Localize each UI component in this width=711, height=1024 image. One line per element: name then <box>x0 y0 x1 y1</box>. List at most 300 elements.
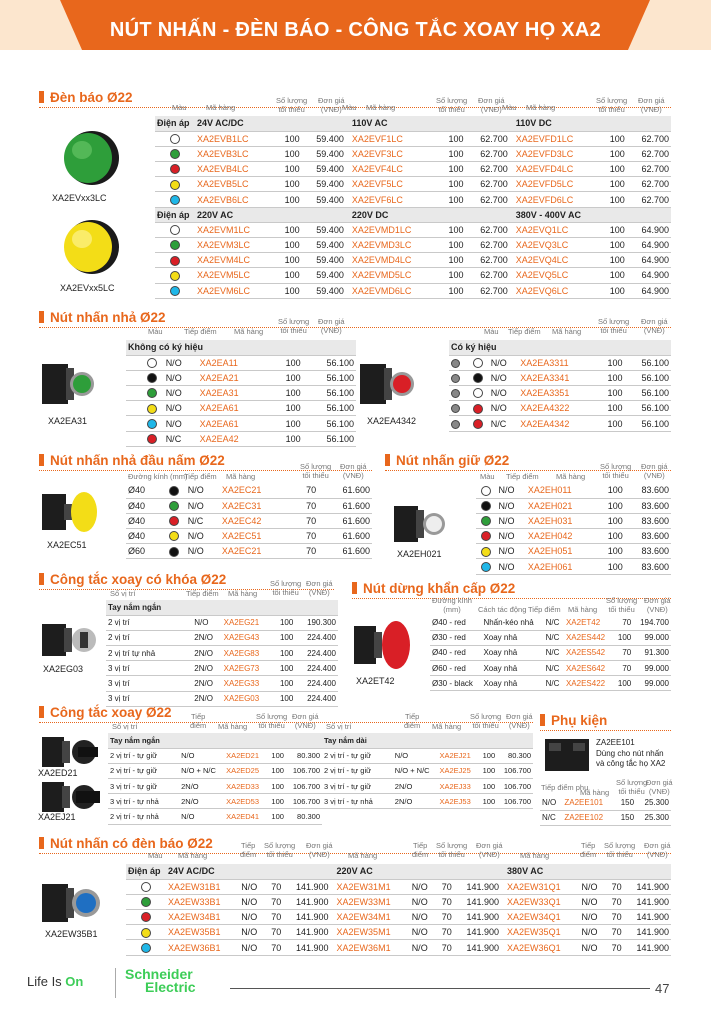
table-row <box>126 355 356 370</box>
min-qty: 70 <box>605 894 623 909</box>
brand-line-1: Schneider <box>125 966 193 982</box>
sub-header: Tay nắm ngắn <box>106 600 338 615</box>
table-row <box>126 483 372 498</box>
section-title-co-den: Nút nhấn có đèn báo Ø22 <box>39 836 213 851</box>
column-header: Màu <box>148 851 163 860</box>
column-header: Mã hàng <box>552 327 582 336</box>
unit-price: 106.700 <box>497 779 533 794</box>
min-qty: 100 <box>267 748 286 763</box>
life-is-on-text: Life Is <box>27 974 66 989</box>
green-color-dot-icon <box>170 149 180 159</box>
product-code: XA2ED33 <box>224 779 267 794</box>
unit-price: 190.300 <box>295 615 338 630</box>
product-code: XA2EVM4LC <box>195 253 275 268</box>
positions: 2 vị trí - tự giữ <box>322 748 383 763</box>
unit-price: 106.700 <box>497 763 533 778</box>
table-cell: 194.700 <box>633 615 671 630</box>
green-color-dot-icon <box>481 516 491 526</box>
khan-cap-table <box>430 615 671 691</box>
black-latching-button-image <box>392 500 446 553</box>
unit-price: 224.400 <box>295 691 338 706</box>
table-cell: N/O <box>186 529 220 544</box>
min-qty: 100 <box>600 192 627 207</box>
column-header: Số lượng tối thiểu <box>278 317 310 335</box>
blue-color-dot-icon <box>481 562 491 572</box>
product-code: XA2EVQ4LC <box>514 253 600 268</box>
den-bao-table <box>155 116 671 299</box>
column-header: Số lượng tối thiểu <box>604 841 636 859</box>
yellow-color-dot-icon <box>170 180 180 190</box>
product-code: XA2EVMD5LC <box>350 268 439 283</box>
table-row <box>126 401 356 416</box>
color-cell <box>155 162 195 177</box>
color-cell <box>140 355 164 370</box>
contact: N/O <box>580 894 606 909</box>
column-header: Tiếp điểm phụ <box>541 783 589 792</box>
unit-price: 62.700 <box>627 162 671 177</box>
min-qty: 100 <box>275 253 302 268</box>
unit-price: 141.900 <box>624 910 671 925</box>
nut-nha-image-caption-2: XA2EA4342 <box>367 416 417 426</box>
positions: 3 vị trí - tự giữ <box>322 779 383 794</box>
green-pilot-light-image <box>58 128 120 193</box>
color-cell <box>468 401 489 416</box>
column-header: Đơn giá (VNĐ) <box>506 712 533 730</box>
ct-xoay-image-caption-1: XA2ED21 <box>38 768 78 778</box>
product-code: XA2ED53 <box>224 794 267 809</box>
column-header: Đường kính (mm) <box>432 596 472 614</box>
table-row <box>126 431 356 446</box>
product-code: XA2EJ33 <box>437 779 478 794</box>
color-cell <box>162 544 186 559</box>
voltage-label: Điện áp <box>126 864 166 879</box>
unit-price: 224.400 <box>295 646 338 661</box>
black-color-dot-icon <box>473 373 483 383</box>
min-qty: 100 <box>478 763 497 778</box>
min-qty: 100 <box>270 386 302 401</box>
color-cell <box>155 222 195 237</box>
column-header: Cách tác động <box>478 605 527 614</box>
sub-header: Tay nắm dài <box>322 733 533 748</box>
yellow-color-dot-icon <box>481 547 491 557</box>
nut-giu-table <box>476 483 671 575</box>
column-header: Mã hàng <box>366 103 396 112</box>
column-header: Tiếp điểm <box>580 841 597 859</box>
min-qty: 100 <box>273 615 295 630</box>
contact: N/O <box>239 940 265 955</box>
contact: 2N/O <box>393 779 438 794</box>
min-qty: 100 <box>600 253 627 268</box>
product-code: XA2EW34M1 <box>335 910 410 925</box>
unit-price: 56.100 <box>625 401 672 416</box>
footer-divider <box>230 988 650 989</box>
min-qty: 100 <box>596 386 624 401</box>
table-cell: 150 <box>615 810 636 825</box>
contact: N/O <box>489 370 519 385</box>
blue-illuminated-button-image <box>40 878 106 933</box>
color-cell <box>162 529 186 544</box>
product-code: XA2EVB1LC <box>195 131 275 146</box>
table-cell: 100 <box>613 630 633 645</box>
column-header: Mã hàng <box>432 722 462 731</box>
unit-price: 106.700 <box>286 763 322 778</box>
product-code: XA2ED21 <box>224 748 267 763</box>
contact: N/O <box>179 809 224 824</box>
min-qty: 100 <box>273 691 295 706</box>
table-row <box>449 401 671 416</box>
product-code: XA2EVFD3LC <box>514 146 600 161</box>
table-cell: ZA2EE102 <box>562 810 614 825</box>
min-qty: 100 <box>273 661 295 676</box>
min-qty: 100 <box>270 370 302 385</box>
product-code: XA2EVQ3LC <box>514 238 600 253</box>
product-code: XA2EW36Q1 <box>505 940 579 955</box>
contact: N/O <box>410 925 436 940</box>
product-code: XA2EA4322 <box>518 401 596 416</box>
table-cell: 25.300 <box>636 810 671 825</box>
unit-price: 224.400 <box>295 661 338 676</box>
contact: N/O <box>489 401 519 416</box>
product-code: XA2EVF5LC <box>350 177 439 192</box>
min-qty: 100 <box>273 646 295 661</box>
table-row <box>322 733 533 748</box>
min-qty: 100 <box>267 794 286 809</box>
unit-price: 141.900 <box>454 910 501 925</box>
min-qty: 70 <box>436 940 454 955</box>
min-qty: 100 <box>596 370 624 385</box>
table-cell: Ø40 <box>126 529 162 544</box>
product-code: XA2EVMD4LC <box>350 253 439 268</box>
product-code: XA2EA61 <box>198 416 271 431</box>
table-cell: 61.600 <box>318 498 372 513</box>
min-qty: 100 <box>600 268 627 283</box>
ct-khoa-image-caption: XA2EG03 <box>43 664 84 674</box>
table-row <box>430 661 671 676</box>
color-cell <box>468 386 489 401</box>
table-cell: N/O <box>497 483 526 498</box>
unit-price: 62.700 <box>627 131 671 146</box>
product-code: XA2EVF1LC <box>350 131 439 146</box>
table-cell: N/O <box>497 544 526 559</box>
column-header: Đơn giá (VNĐ) <box>641 462 668 480</box>
table-row <box>126 879 671 894</box>
section-title-nut-nha: Nút nhấn nhả Ø22 <box>39 310 166 325</box>
unit-price: 62.700 <box>466 268 510 283</box>
unit-price: 224.400 <box>295 676 338 691</box>
min-qty: 100 <box>439 238 466 253</box>
table-row <box>155 222 671 237</box>
table-cell: 83.600 <box>625 498 671 513</box>
blue-color-dot-icon <box>147 419 157 429</box>
contact: 2N/O <box>179 779 224 794</box>
product-code: XA2EA11 <box>198 355 271 370</box>
product-code: XA2EW31Q1 <box>505 879 579 894</box>
table-row <box>126 910 671 925</box>
yellow-color-dot-icon <box>169 531 179 541</box>
min-qty: 100 <box>478 779 497 794</box>
table-row <box>476 513 671 528</box>
table-row <box>540 795 671 810</box>
positions: 2 vị trí tự nhả <box>106 646 172 661</box>
symbol-cell <box>172 676 192 691</box>
min-qty: 70 <box>605 910 623 925</box>
nut-nha-image-caption-1: XA2EA31 <box>48 416 88 426</box>
table-cell: 100 <box>613 676 633 691</box>
contact: N/O <box>410 879 436 894</box>
min-qty: 100 <box>600 146 627 161</box>
table-cell: 70 <box>294 513 318 528</box>
min-qty: 100 <box>439 253 466 268</box>
product-code: XA2EW31M1 <box>335 879 410 894</box>
color-cell <box>140 386 164 401</box>
symbol-cell <box>126 386 140 401</box>
column-header: Số lượng tối thiểu <box>600 462 632 480</box>
page-title: NÚT NHẤN - ĐÈN BÁO - CÔNG TẮC XOAY HỌ XA2 <box>109 19 602 41</box>
green-color-dot-icon <box>169 501 179 511</box>
red-color-dot-icon <box>147 434 157 444</box>
column-header: Mã hàng <box>568 605 598 614</box>
column-header: Tiếp điểm <box>184 327 217 336</box>
black-color-dot-icon <box>169 547 179 557</box>
unit-price: 141.900 <box>624 879 671 894</box>
min-qty: 100 <box>270 416 302 431</box>
positions: 2 vị trí - tự nhả <box>108 809 169 824</box>
table-row <box>155 268 671 283</box>
color-cell <box>468 370 489 385</box>
product-code: XA2EW36B1 <box>166 940 239 955</box>
color-cell <box>476 513 497 528</box>
contact: N/O <box>410 940 436 955</box>
white-color-dot-icon <box>473 388 483 398</box>
table-cell: N/O <box>186 483 220 498</box>
red-stop-pushbutton-image <box>358 358 414 415</box>
min-qty: 70 <box>265 940 283 955</box>
unit-price: 62.700 <box>627 177 671 192</box>
min-qty: 100 <box>439 146 466 161</box>
unit-price: 62.700 <box>466 131 510 146</box>
positions: 3 vị trí - tự nhả <box>108 794 169 809</box>
den-bao-image-caption-2: XA2EVxx5LC <box>60 283 115 293</box>
voltage-header: 24V AC/DC <box>195 116 350 131</box>
table-cell: XA2ES542 <box>564 645 613 660</box>
min-qty: 100 <box>270 431 302 446</box>
unit-price: 56.100 <box>625 416 672 431</box>
column-header: Mã hàng <box>526 103 556 112</box>
column-header: Đơn giá (VNĐ) <box>318 96 345 114</box>
product-code: XA2EG03 <box>222 691 273 706</box>
symbol-cell <box>449 416 468 431</box>
column-header: Số lượng tối thiểu <box>606 596 638 614</box>
symbol-icon <box>451 359 460 368</box>
table-cell: XA2EC51 <box>220 529 294 544</box>
contact: N/O <box>164 416 198 431</box>
table-row <box>476 498 671 513</box>
table-row <box>449 370 671 385</box>
min-qty: 70 <box>436 925 454 940</box>
column-header: Đơn giá (VNĐ) <box>638 96 665 114</box>
unit-price: 59.400 <box>302 283 346 298</box>
min-qty: 100 <box>439 131 466 146</box>
contact: 2N/O <box>192 661 221 676</box>
symbol-cell <box>172 615 192 630</box>
table-cell: 70 <box>294 498 318 513</box>
table-cell: Ø60 - red <box>430 661 481 676</box>
color-cell <box>155 131 195 146</box>
red-color-dot-icon <box>481 531 491 541</box>
unit-price: 141.900 <box>454 940 501 955</box>
symbol-cell <box>172 646 192 661</box>
symbol-cell <box>449 355 468 370</box>
unit-price: 56.100 <box>303 355 356 370</box>
min-qty: 70 <box>265 879 283 894</box>
column-header: Đơn giá (VNĐ) <box>340 462 367 480</box>
section-title-nut-nam: Nút nhấn nhả đầu nấm Ø22 <box>39 453 225 468</box>
table-cell: Ø40 - red <box>430 645 481 660</box>
contact: N/O <box>239 879 265 894</box>
product-code: XA2EW36M1 <box>335 940 410 955</box>
black-color-dot-icon <box>147 373 157 383</box>
unit-price: 80.300 <box>497 748 533 763</box>
color-cell <box>140 370 164 385</box>
symbol-cell <box>169 794 179 809</box>
product-code: XA2EJ21 <box>437 748 478 763</box>
header-banner <box>0 0 711 62</box>
red-color-dot-icon <box>473 404 483 414</box>
column-header: Số vị trí <box>326 722 352 731</box>
contact: 2N/O <box>393 794 438 809</box>
voltage-header: 380V - 400V AC <box>514 207 671 222</box>
product-code: XA2EVQ1LC <box>514 222 600 237</box>
table-row <box>449 386 671 401</box>
product-code: XA2EVMD3LC <box>350 238 439 253</box>
product-code: XA2EVQ6LC <box>514 283 600 298</box>
column-header: Tiếp điểm <box>404 712 421 730</box>
column-header: Mã hàng <box>580 788 610 797</box>
min-qty: 70 <box>605 925 623 940</box>
column-header: Màu <box>484 327 499 336</box>
contact: N/O <box>489 386 519 401</box>
column-header: Số lượng tối thiểu <box>256 712 288 730</box>
section-title-khan-cap: Nút dừng khẩn cấp Ø22 <box>352 581 515 596</box>
min-qty: 100 <box>275 283 302 298</box>
table-cell: Ø40 <box>126 483 162 498</box>
unit-price: 62.700 <box>466 146 510 161</box>
table-cell: Ø40 <box>126 513 162 528</box>
symbol-cell <box>383 763 393 778</box>
product-code: XA2EA3341 <box>518 370 596 385</box>
product-code: XA2EW31B1 <box>166 879 239 894</box>
column-header: Đơn giá (VNĐ) <box>306 841 333 859</box>
contact: N/C <box>164 431 198 446</box>
column-header: Màu <box>172 103 187 112</box>
table-cell: 100 <box>597 483 625 498</box>
product-code: XA2EW33B1 <box>166 894 239 909</box>
column-header: Đơn giá (VNĐ) <box>478 96 505 114</box>
unit-price: 141.900 <box>624 925 671 940</box>
symbol-cell <box>383 748 393 763</box>
voltage-label: Điện áp <box>155 116 195 131</box>
color-cell <box>140 401 164 416</box>
table-row <box>155 146 671 161</box>
table-cell: N/O <box>497 513 526 528</box>
symbol-cell <box>449 386 468 401</box>
table-cell: 70 <box>613 661 633 676</box>
table-cell: Ø60 <box>126 544 162 559</box>
unit-price: 62.700 <box>466 177 510 192</box>
positions: 3 vị trí <box>106 676 172 691</box>
color-cell <box>155 146 195 161</box>
table-cell: 83.600 <box>625 529 671 544</box>
color-cell <box>126 910 166 925</box>
table-row <box>108 794 322 809</box>
product-code: XA2EVB3LC <box>195 146 275 161</box>
nut-nha-table-2 <box>449 340 671 432</box>
unit-price: 59.400 <box>302 131 346 146</box>
product-code: XA2EVB6LC <box>195 192 275 207</box>
min-qty: 100 <box>270 401 302 416</box>
contact: N/O <box>179 748 224 763</box>
table-cell: XA2EH021 <box>526 498 597 513</box>
unit-price: 106.700 <box>286 794 322 809</box>
table-cell: Ø30 - black <box>430 676 481 691</box>
table-row <box>155 253 671 268</box>
column-header: Số lượng tối thiểu <box>270 579 302 597</box>
symbol-cell <box>449 401 468 416</box>
min-qty: 70 <box>605 940 623 955</box>
ct-xoay-table-2 <box>322 733 533 809</box>
yellow-color-dot-icon <box>147 404 157 414</box>
table-cell: XA2EC42 <box>220 513 294 528</box>
column-header: Mã hàng <box>218 722 248 731</box>
table-row <box>476 529 671 544</box>
column-header: Đường kính (mm) <box>128 472 188 481</box>
min-qty: 100 <box>596 401 624 416</box>
unit-price: 62.700 <box>466 283 510 298</box>
unit-price: 141.900 <box>454 894 501 909</box>
table-row <box>126 529 372 544</box>
column-header: Mã hàng <box>348 851 378 860</box>
table-cell: XA2EH042 <box>526 529 597 544</box>
table-row <box>106 661 338 676</box>
product-code: XA2EA42 <box>198 431 271 446</box>
min-qty: 100 <box>275 146 302 161</box>
symbol-cell <box>126 401 140 416</box>
symbol-cell <box>126 370 140 385</box>
page-number: 47 <box>655 981 670 996</box>
min-qty: 100 <box>275 192 302 207</box>
sub-header: Có ký hiệu <box>449 340 671 355</box>
product-code: XA2EVF6LC <box>350 192 439 207</box>
unit-price: 59.400 <box>302 253 346 268</box>
contact: N/C <box>489 416 519 431</box>
min-qty: 100 <box>439 283 466 298</box>
section-title-phu-kien: Phụ kiện <box>540 713 607 728</box>
table-row <box>108 733 322 748</box>
table-cell: 100 <box>597 529 625 544</box>
column-header: Mã hàng <box>234 327 264 336</box>
unit-price: 59.400 <box>302 146 346 161</box>
contact: N/O <box>393 748 438 763</box>
unit-price: 56.100 <box>303 386 356 401</box>
table-cell: 100 <box>597 498 625 513</box>
contact: N/O <box>580 879 606 894</box>
unit-price: 56.100 <box>625 370 672 385</box>
symbol-cell <box>126 355 140 370</box>
contact: N/O <box>580 940 606 955</box>
color-cell <box>155 177 195 192</box>
voltage-header: 24V AC/DC <box>166 864 335 879</box>
blue-color-dot-icon <box>170 195 180 205</box>
